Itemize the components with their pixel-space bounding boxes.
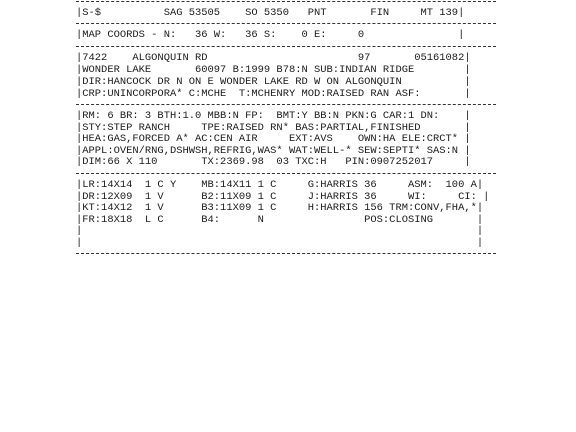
address-line-2: |WONDER LAKE 60097 B:1999 B78:N SUB:INDIAN RIDGE | [76,64,471,76]
features-line-2: |STY:STEP RANCH TPE:RAISED RN* BAS:PARTIAL,FINISHED | [76,122,471,134]
rooms-line-3: |KT:14X12 1 V B3:11X09 1 C H:HARRIS 156 TRM:CONV,FHA,*| [76,202,484,214]
bottom-border [76,253,496,254]
rooms-line-6: | | [76,237,484,249]
header-line: |S-$ SAG 53505 SO 5350 PNT FIN MT 139| [76,7,465,19]
features-line-1: |RM: 6 BR: 3 BTH:1.0 MBB:N FP: BMT:Y BB:N PKN:G CAR:1 DN: | [76,110,471,122]
address-line-1: |7422 ALGONQUIN RD 97 05161082| [76,52,471,64]
divider-2 [76,46,496,47]
features-line-3: |HEA:GAS,FORCED A* AC:CEN AIR EXT:AVS OWN:HA ELE:CRCT* | [76,133,471,145]
features-line-4: |APPL:OVEN/RNG,DSHWSH,REFRIG,WAS* WAT:WELL-* SEW:SEPTI* SAS:N | [76,145,471,157]
rooms-line-2: |DR:12X09 1 V B2:11X09 1 C J:HARRIS 36 WI: CI: | [76,191,490,203]
map-coords-line: |MAP COORDS - N: 36 W: 36 S: 0 E: 0 | [76,29,465,41]
divider-3 [76,104,496,105]
address-line-4: |CRP:UNINCORPORA* C:MCHE T:MCHENRY MOD:RAISED RAN ASF: | [76,88,471,100]
divider-1 [76,23,496,24]
divider-4 [76,173,496,174]
features-line-5: |DIM:66 X 110 TX:2369.98 03 TXC:H PIN:0907252017 | [76,156,471,168]
rooms-line-5: | | [76,225,484,237]
top-border [76,1,496,2]
rooms-line-4: |FR:18X18 L C B4: N POS:CLOSING | [76,214,484,226]
address-line-3: |DIR:HANCOCK DR N ON E WONDER LAKE RD W ON ALGONQUIN | [76,76,471,88]
rooms-line-1: |LR:14X14 1 C Y MB:14X11 1 C G:HARRIS 36 ASM: 100 A| [76,179,484,191]
